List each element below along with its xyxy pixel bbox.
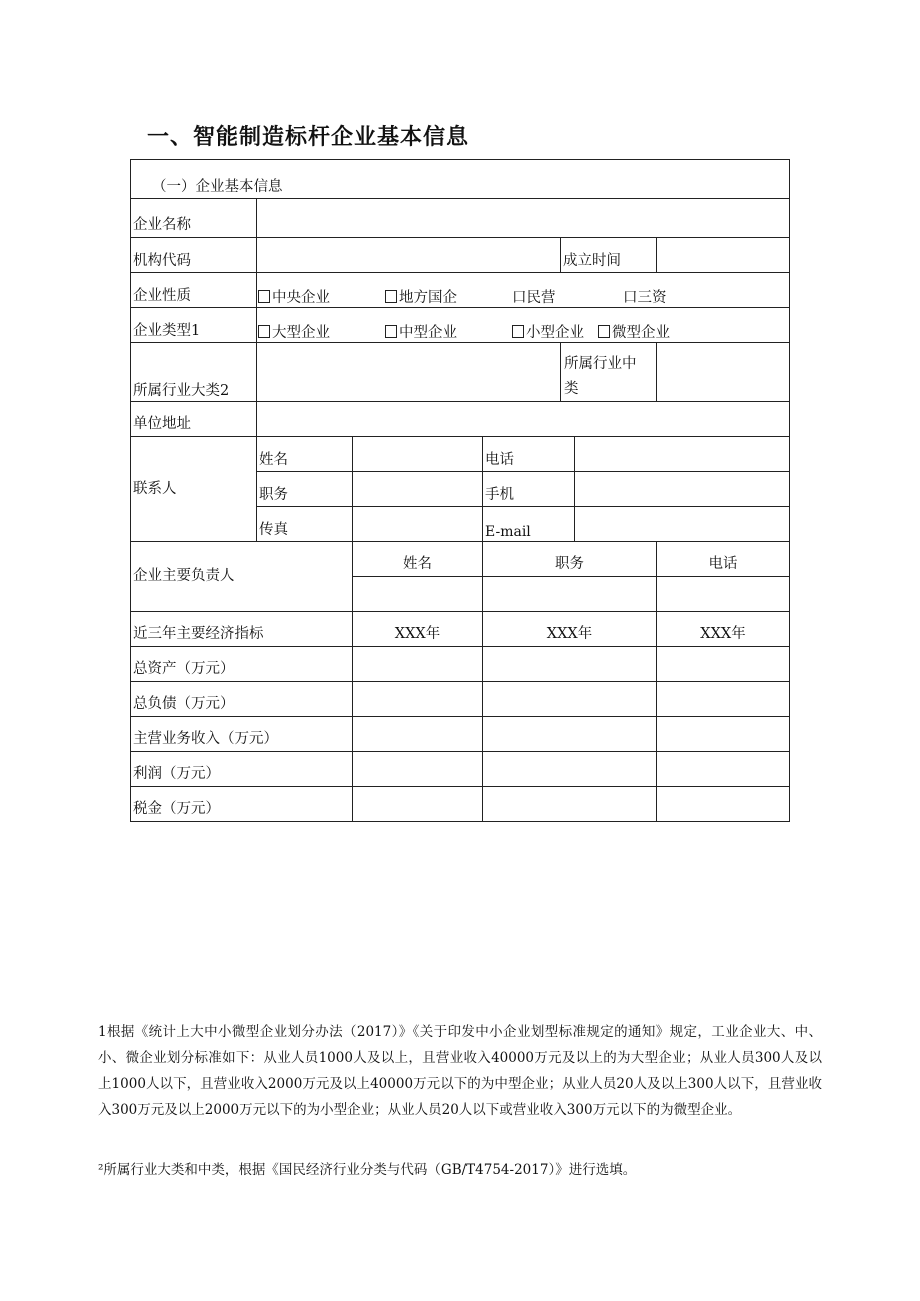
checkbox-icon	[512, 325, 524, 338]
checkbox-icon	[258, 325, 270, 338]
nature-label: 企业性质	[133, 288, 191, 304]
profit-label: 利润（万元）	[133, 766, 220, 782]
indicators-label: 近三年主要经济指标	[133, 626, 264, 642]
contact-mobile-label: 手机	[485, 487, 514, 503]
footnote-1: 1根据《统计上大中小微型企业划分办法（2017）》《关于印发中小企业划型标准规定的通知》规定，工业企业大、中、小、微企业划分标准如下：从业人员1000人及以上，且营业收入40000万元及以上的为大型企业；从业人员300人及以上1000人以下，且营业收入2000万元及以上40000万元以下的为中型企业；从业人员20人及以上300人以下，且营业收入300万元及以上2000万元以下的为小型企业；从业人员20人以下或营业收入300万元以下的为微型企业。	[98, 1024, 822, 1118]
year-header-2: XXX年	[546, 626, 593, 642]
tax-label: 税金（万元）	[133, 801, 220, 817]
contact-position-label: 职务	[259, 487, 288, 503]
checkbox-icon	[258, 290, 270, 303]
checkbox-icon	[598, 325, 610, 338]
checkbox-icon	[385, 325, 397, 338]
company-name-input[interactable]	[257, 199, 789, 237]
checkbox-icon	[385, 290, 397, 303]
year-header-3: XXX年	[700, 626, 746, 642]
address-label: 单位地址	[133, 416, 191, 432]
principal-phone-header: 电话	[708, 556, 738, 572]
industry-mid-input[interactable]	[657, 343, 789, 401]
founded-input[interactable]	[657, 238, 789, 272]
principal-phone-input[interactable]	[657, 577, 789, 611]
contact-email-input[interactable]	[575, 507, 789, 541]
principal-position-input[interactable]	[483, 577, 656, 611]
contact-fax-label: 传真	[259, 522, 288, 538]
total-liabilities-year3-input[interactable]	[657, 682, 789, 716]
type-label: 企业类型1	[133, 323, 201, 339]
org-code-input[interactable]	[257, 238, 560, 272]
contact-position-input[interactable]	[353, 472, 482, 506]
profit-year3-input[interactable]	[657, 752, 789, 786]
nature-option-local-soe[interactable]: 地方国企	[385, 286, 457, 307]
total-liabilities-label: 总负债（万元）	[133, 696, 235, 712]
profit-year1-input[interactable]	[353, 752, 482, 786]
principal-name-header: 姓名	[403, 556, 432, 572]
profit-year2-input[interactable]	[483, 752, 656, 786]
industry-major-label: 所属行业大类2	[133, 383, 230, 399]
tax-year3-input[interactable]	[657, 787, 789, 821]
company-name-label: 企业名称	[133, 217, 191, 233]
nature-option-private[interactable]: 口民营	[512, 290, 556, 306]
type-option-micro[interactable]: 微型企业	[598, 321, 670, 342]
tax-year2-input[interactable]	[483, 787, 656, 821]
contact-name-label: 姓名	[259, 452, 288, 468]
contact-label: 联系人	[133, 481, 177, 497]
total-assets-year2-input[interactable]	[483, 647, 656, 681]
page-title: 一、智能制造标杆企业基本信息	[147, 125, 470, 150]
type-option-large[interactable]: 大型企业	[258, 321, 330, 342]
type-option-medium[interactable]: 中型企业	[385, 321, 457, 342]
total-assets-year1-input[interactable]	[353, 647, 482, 681]
type-option-small[interactable]: 小型企业	[512, 321, 584, 342]
principal-name-input[interactable]	[353, 577, 482, 611]
nature-option-central[interactable]: 中央企业	[258, 286, 330, 307]
year-header-1: XXX年	[394, 626, 441, 642]
tax-year1-input[interactable]	[353, 787, 482, 821]
address-input[interactable]	[257, 402, 789, 436]
contact-phone-input[interactable]	[575, 437, 789, 471]
nature-option-foreign[interactable]: 口三资	[623, 290, 667, 306]
industry-mid-label-line1: 所属行业中	[564, 356, 637, 372]
founded-label: 成立时间	[563, 253, 621, 269]
main-revenue-year2-input[interactable]	[483, 717, 656, 751]
contact-fax-input[interactable]	[353, 507, 482, 541]
total-liabilities-year2-input[interactable]	[483, 682, 656, 716]
main-revenue-year3-input[interactable]	[657, 717, 789, 751]
total-assets-label: 总资产（万元）	[133, 661, 235, 677]
section-heading: （一）企业基本信息	[152, 179, 283, 195]
org-code-label: 机构代码	[133, 253, 191, 269]
contact-name-input[interactable]	[353, 437, 482, 471]
principal-position-header: 职务	[555, 556, 584, 572]
footnote-2: ²所属行业大类和中类，根据《国民经济行业分类与代码（GB/T4754-2017）》进行选填。	[98, 1162, 637, 1178]
contact-phone-label: 电话	[485, 452, 514, 468]
main-revenue-year1-input[interactable]	[353, 717, 482, 751]
industry-major-input[interactable]	[257, 343, 560, 401]
industry-mid-label-line2: 类	[564, 381, 579, 397]
total-assets-year3-input[interactable]	[657, 647, 789, 681]
total-liabilities-year1-input[interactable]	[353, 682, 482, 716]
main-revenue-label: 主营业务收入（万元）	[133, 731, 278, 747]
contact-email-label: E-mail	[485, 524, 531, 540]
contact-mobile-input[interactable]	[575, 472, 789, 506]
principal-label: 企业主要负责人	[133, 568, 235, 584]
